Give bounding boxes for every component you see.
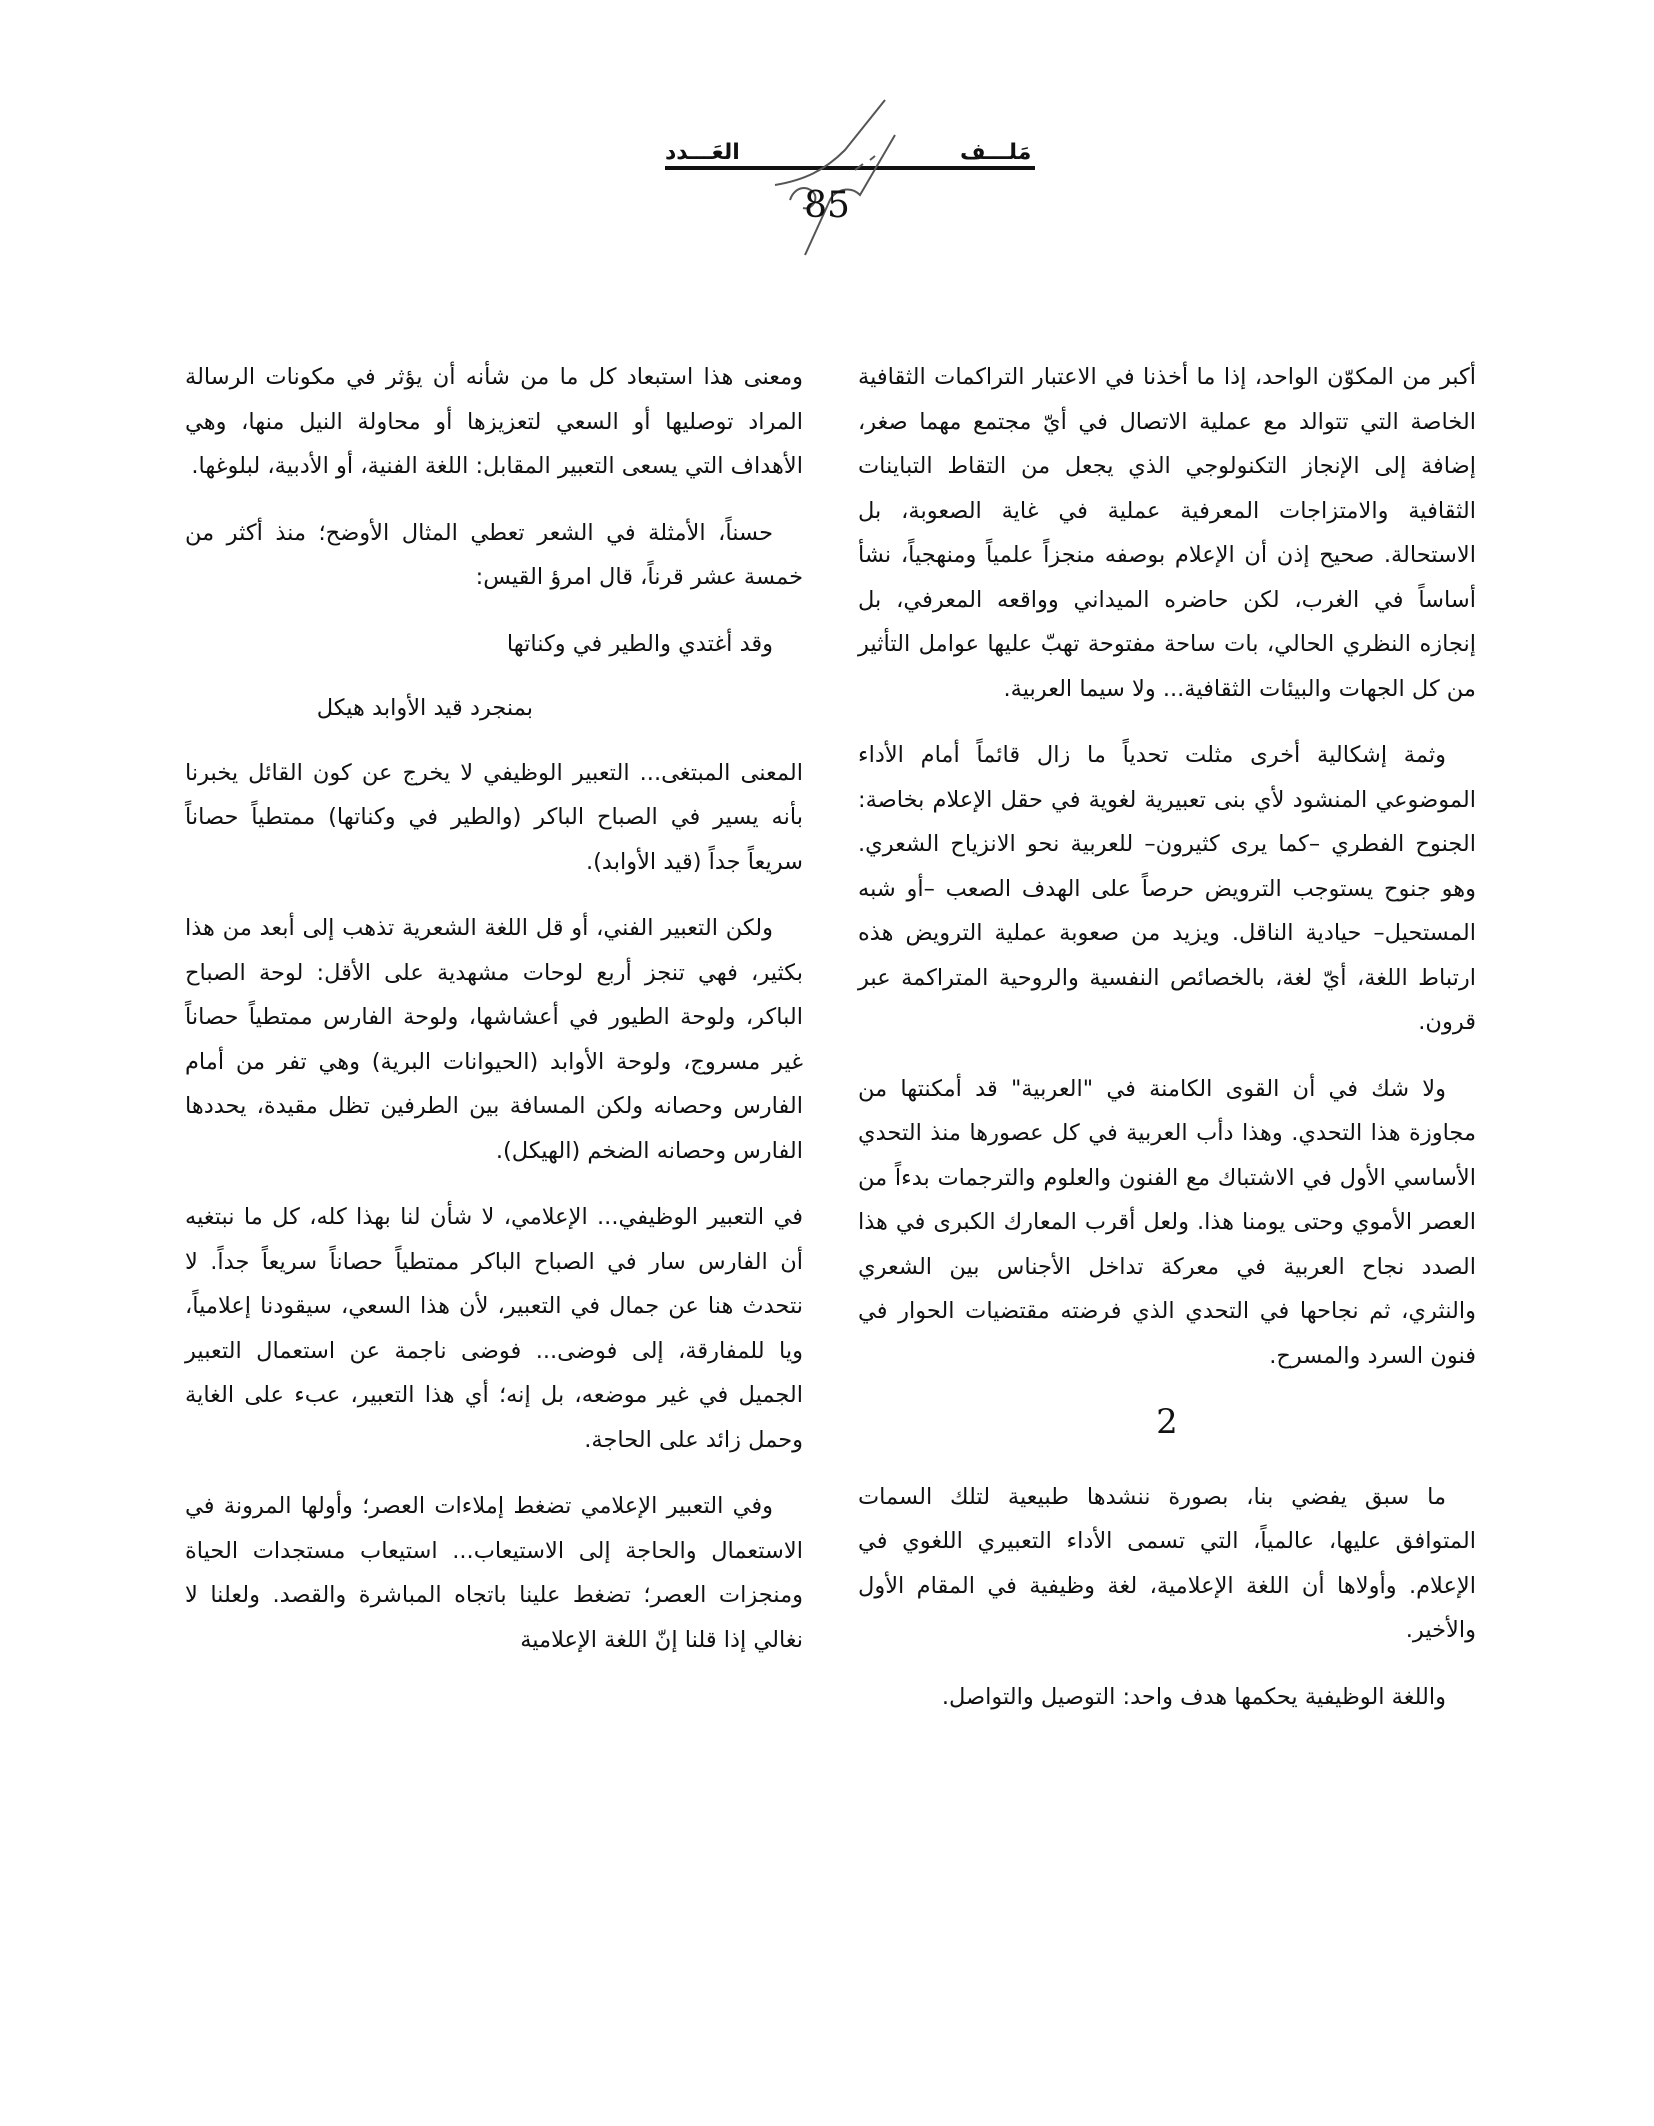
header-label-file: مَلـــف [960,140,1032,165]
right-column [858,355,1476,1741]
header-label-issue: العَـــدد [665,140,740,165]
paragraph: أكبر من المكوّن الواحد، إذا ما أخذنا في الاعتبار التراكمات الثقافية الخاصة التي تتوالد مع عملية الاتصال في أيّ مجتمع مهما صغر، إضافة إلى الإنجاز التكنولوجي الذي يجعل من التقاط التباينات الثقافية والامتزاجات المعرفية عملية في غاية الصعوبة، بل الاستحالة. صحيح إذن أن الإعلام بوصفه منجزاً علمياً ومنهجياً، نشأ أساساً في الغرب، لكن حاضره الميداني وواقعه المعرفي، بل إنجازه النظري الحالي، بات ساحة مفتوحة تهبّ عليها عوامل التأثير من كل الجهات والبيئات الثقافية... ولا سيما العربية. [858,364,1476,702]
section-number: 2 [1156,1402,1178,1442]
page-number: 85 [804,185,850,226]
paragraph: واللغة الوظيفية يحكمها هدف واحد: التوصيل والتواصل. [941,1683,1446,1710]
poem-verse: بمنجرد قيد الأوابد هيكل [316,695,533,721]
magazine-logo-icon [735,90,945,260]
poem-verse: وقد أغتدي والطير في وكناتها [506,630,773,657]
paragraph: ولا شك في أن القوى الكامنة في "العربية" قد أمكنتها من مجاوزة هذا التحدي. وهذا دأب العربية في كل عصورها منذ التحدي الأساسي الأول في الاشتباك مع الفنون والعلوم والترجمات بدءاً من العصر الأموي وحتى يومنا هذا. ولعل أقرب المعارك الكبرى في هذا الصدد نجاح العربية في معركة تداخل الأجناس بين الشعري والنثري، ثم نجاحها في التحدي الذي فرضته مقتضيات الحوار في فنون السرد والمسرح. [858,1075,1476,1369]
paragraph: ما سبق يفضي بنا، بصورة ننشدها طبيعية لتلك السمات المتوافق عليها، عالمياً، التي تسمى الأداء التعبيري اللغوي في الإعلام. وأولاها أن اللغة الإعلامية، لغة وظيفية في المقام الأول والأخير. [858,1483,1476,1643]
left-column [185,355,803,1684]
paragraph: حسناً، الأمثلة في الشعر تعطي المثال الأوضح؛ منذ أكثر من خمسة عشر قرناً، قال امرؤ القيس: [185,519,803,590]
paragraph: المعنى المبتغى... التعبير الوظيفي لا يخرج عن كون القائل يخبرنا بأنه يسير في الصباح الباكر (والطير في وكناتها) ممتطياً حصاناً سريعاً جداً (قيد الأوابد). [185,759,803,875]
paragraph: ولكن التعبير الفني، أو قل اللغة الشعرية تذهب إلى أبعد من هذا بكثير، فهي تنجز أربع لوحات مشهدية على الأقل: لوحة الصباح الباكر، ولوحة الطيور في أعشاشها، ولوحة الفارس ممتطياً حصاناً غير مسروج، ولوحة الأوابد (الحيوانات البرية) وهي تفر من أمام الفارس وحصانه ولكن المسافة بين الطرفين تظل مقيدة، يحددها الفارس وحصانه الضخم (الهيكل). [185,915,803,1164]
paragraph: وثمة إشكالية أخرى مثلت تحدياً ما زال قائماً أمام الأداء الموضوعي المنشود لأي بنى تعبيرية لغوية في حقل الإعلام بخاصة: الجنوح الفطري –كما يرى كثيرون– للعربية نحو الانزياح الشعري. وهو جنوح يستوجب الترويض حرصاً على الهدف الصعب –أو شبه المستحيل– حيادية الناقل. ويزيد من صعوبة عملية الترويض هذه ارتباط اللغة، أيّ لغة، بالخصائص النفسية والروحية المتراكمة عبر قرون. [858,742,1476,1035]
paragraph: في التعبير الوظيفي... الإعلامي، لا شأن لنا بهذا كله، كل ما نبتغيه أن الفارس سار في الصباح الباكر ممتطياً حصاناً سريعاً جداً. لا نتحدث هنا عن جمال في التعبير، لأن هذا السعي، سيقودنا إعلامياً، ويا للمفارقة، إلى فوضى... فوضى ناجمة عن استعمال التعبير الجميل في غير موضعه، بل إنه؛ أي هذا التعبير، عبء على الغاية وحمل زائد على الحاجة. [185,1204,803,1453]
paragraph: ومعنى هذا استبعاد كل ما من شأنه أن يؤثر في مكونات الرسالة المراد توصليها أو السعي لتعزيزها أو محاولة النيل منها، وهي الأهداف التي يسعى التعبير المقابل: اللغة الفنية، أو الأدبية، لبلوغها. [185,364,803,479]
paragraph: وفي التعبير الإعلامي تضغط إملاءات العصر؛ وأولها المرونة في الاستعمال والحاجة إلى الاستيعاب... استيعاب مستجدات الحياة ومنجزات العصر؛ تضغط علينا باتجاه المباشرة والقصد. ولعلنا لا نغالي إذا قلنا إنّ اللغة الإعلامية [185,1493,803,1653]
